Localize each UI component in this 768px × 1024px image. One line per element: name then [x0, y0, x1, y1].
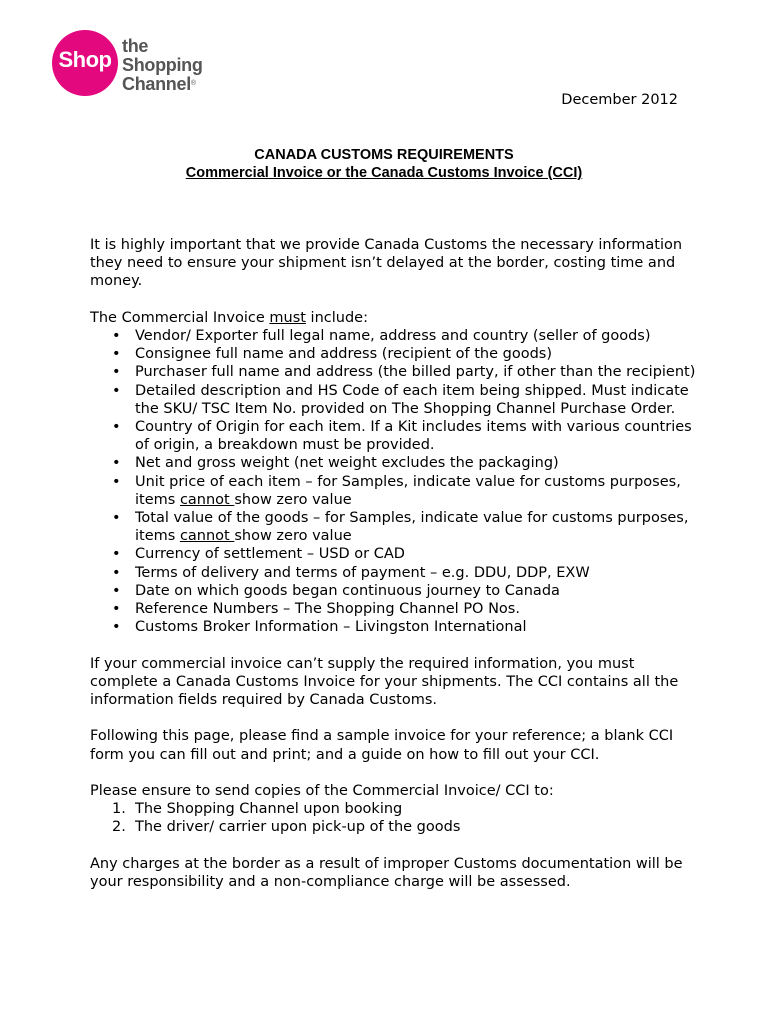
logo-line-the: the [122, 36, 149, 56]
list-item: • Customs Broker Information – Livingston International [90, 618, 700, 636]
list-item: • Consignee full name and address (recipient of the goods) [90, 345, 700, 363]
must-emphasis: must [269, 309, 306, 326]
cannot-emphasis: cannot [179, 528, 235, 545]
following-paragraph: Following this page, please find a sample invoice for your reference; a blank CCI form you can fill out and print; and a guide on how to fill out your CCI. [90, 728, 674, 763]
logo-shop-text: Shop [58, 47, 112, 72]
logo-channel-word: Channel [122, 74, 191, 94]
logo-line-channel [122, 75, 196, 93]
document-date: December 2012 [561, 92, 678, 108]
list-item: • Unit price of each item – for Samples, indicate value for customs purposes, items cannot show zero value [90, 473, 700, 509]
requirements-list [90, 327, 700, 636]
list-item: • Net and gross weight (net weight excludes the packaging) [90, 454, 700, 472]
intro-paragraph: It is highly important that we provide Canada Customs the necessary information they need to ensure your shipment isn’t delayed at the border, costing time and money. [90, 237, 683, 290]
list-item: 1. The Shopping Channel upon booking [112, 801, 403, 818]
document-body [90, 236, 700, 909]
document-title: CANADA CUSTOMS REQUIREMENTS [254, 147, 514, 163]
list-item: • Date on which goods began continuous journey to Canada [90, 582, 700, 600]
charges-paragraph: Any charges at the border as a result of improper Customs documentation will be your responsibility and a non-compliance charge will be assessed. [90, 855, 683, 891]
list-item: • Country of Origin for each item. If a Kit includes items with various countries of origin, a breakdown must be provided. [90, 418, 700, 454]
list-item: • Terms of delivery and terms of payment – e.g. DDU, DDP, EXW [90, 564, 700, 582]
logo-line-shopping: Shopping [122, 55, 203, 75]
send-copies-list [90, 800, 700, 836]
shopping-channel-logo [52, 30, 222, 98]
send-copies-heading: Please ensure to send copies of the Commercial Invoice/ CCI to: [90, 783, 554, 800]
list-item: • Reference Numbers – The Shopping Channel PO Nos. [90, 600, 700, 618]
must-include-heading: The Commercial Invoice must include: [90, 309, 368, 326]
list-item: • Currency of settlement – USD or CAD [90, 545, 700, 563]
cannot-emphasis: cannot [179, 491, 235, 508]
list-item: • Detailed description and HS Code of each item being shipped. Must indicate the SKU/ TSC Item No. provided on The Shopping Channel Purchase Order. [90, 382, 700, 418]
list-item: • Total value of the goods – for Samples, indicate value for customs purposes, items cannot show zero value [90, 509, 700, 545]
logo-registered-mark: ® [190, 80, 196, 87]
list-item: • Purchaser full name and address (the billed party, if other than the recipient) [90, 363, 700, 381]
list-item: • Vendor/ Exporter full legal name, address and country (seller of goods) [90, 327, 700, 345]
cci-paragraph: If your commercial invoice can’t supply the required information, you must complete a Canada Customs Invoice for your shipments. The CCI contains all the information fields required by Canada Customs. [90, 655, 679, 709]
document-subtitle: Commercial Invoice or the Canada Customs Invoice (CCI) [185, 165, 583, 181]
list-item: 2. The driver/ carrier upon pick-up of the goods [112, 819, 461, 836]
